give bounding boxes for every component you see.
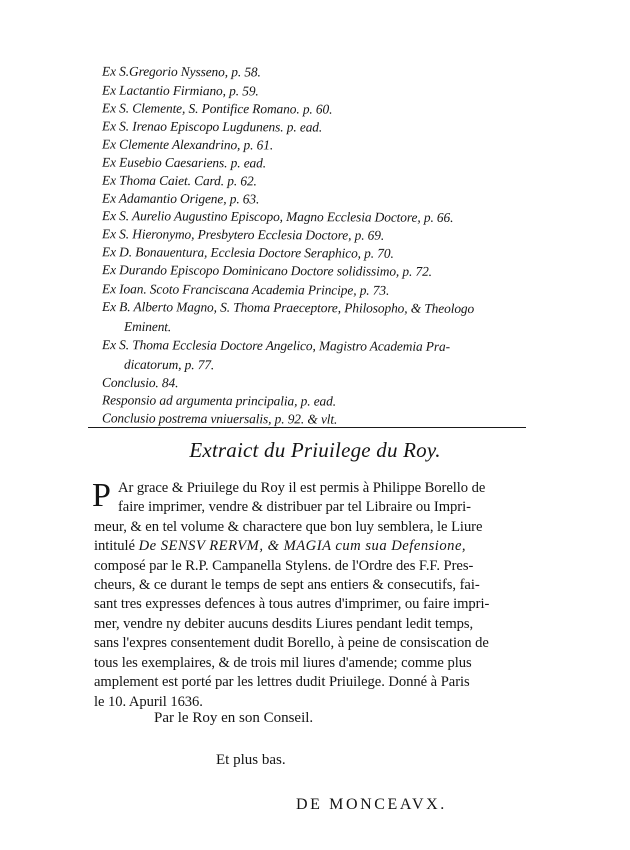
privilege-line: le 10. Apuril 1636. <box>94 694 203 710</box>
section-divider <box>88 427 526 428</box>
toc-entry: Ex B. Alberto Magno, S. Thoma Praeceptore, Philosopho, & Theologo <box>102 299 475 316</box>
signature: DE MONCEAVX. <box>296 796 447 813</box>
privilege-line <box>94 538 466 555</box>
privilege-line: meur, & en tel volume & charactere que bon luy semblera, le Liure <box>94 519 483 535</box>
toc-entry: Ex Durando Episcopo Dominicano Doctore solidissimo, p. 72. <box>102 262 432 279</box>
privilege-line: cheurs, & ce durant le temps de sept ans entiers & consecutifs, fai- <box>94 577 480 593</box>
toc-entry: Conclusio. 84. <box>102 374 179 391</box>
toc-entry: Ex S. Hieronymo, Presbytero Ecclesia Doctore, p. 69. <box>102 226 385 243</box>
toc-entry: Ex S.Gregorio Nysseno, p. 58. <box>102 63 261 80</box>
closing-line: Et plus bas. <box>216 752 286 768</box>
privilege-line: sans l'expres consentement dudit Borello, à peine de consiscation de <box>94 635 489 651</box>
drop-cap: P <box>92 477 111 514</box>
toc-entry: Conclusio postrema vniuersalis, p. 92. & vlt. <box>102 410 338 427</box>
privilege-line: mer, vendre ny debiter aucuns desdits Liures pendant ledit temps, <box>94 616 474 632</box>
privilege-line-lead: intitulé <box>94 538 135 554</box>
toc-entry: Ex S. Thoma Ecclesia Doctore Angelico, Magistro Academia Pra- <box>102 337 450 354</box>
toc-entry-continuation: dicatorum, p. 77. <box>124 356 215 373</box>
toc-entry: Ex Thoma Caiet. Card. p. 62. <box>102 172 257 189</box>
privilege-line: sant tres expresses defences à tous autres d'imprimer, ou faire impri- <box>94 596 490 612</box>
privilege-line: Ar grace & Priuilege du Roy il est permis à Philippe Borello de <box>118 480 486 496</box>
privilege-heading: Extraict du Priuilege du Roy. <box>189 438 441 462</box>
toc-entry: Ex S. Irenao Episcopo Lugdunens. p. ead. <box>102 118 323 135</box>
toc-entry: Ex Adamantio Origene, p. 63. <box>102 190 260 207</box>
privilege-line: tous les exemplaires, & de trois mil liures d'amende; comme plus <box>94 655 472 671</box>
privilege-line: amplement est porté par les lettres dudit Priuilege. Donné à Paris <box>94 674 470 690</box>
toc-entry: Ex Lactantio Firmiano, p. 59. <box>102 82 259 99</box>
toc-entry: Ex D. Bonauentura, Ecclesia Doctore Seraphico, p. 70. <box>102 244 394 261</box>
toc-entry: Responsio ad argumenta principalia, p. ead. <box>102 392 336 409</box>
toc-entry-continuation: Eminent. <box>124 318 172 335</box>
toc-entry: Ex Eusebio Caesariens. p. ead. <box>102 154 266 171</box>
closing-line: Par le Roy en son Conseil. <box>154 710 314 726</box>
privilege-line: faire imprimer, vendre & distribuer par tel Libraire ou Impri- <box>118 499 471 515</box>
toc-entry: Ex Clemente Alexandrino, p. 61. <box>102 136 274 153</box>
privilege-line: composé par le R.P. Campanella Stylens. de l'Ordre des F.F. Pres- <box>94 558 474 574</box>
toc-entry: Ex Ioan. Scoto Franciscana Academia Principe, p. 73. <box>102 281 390 298</box>
book-title: De SENSV RERVM, & MAGIA cum sua Defensione, <box>138 538 467 554</box>
toc-entry: Ex S. Clemente, S. Pontifice Romano. p. 60. <box>102 100 333 117</box>
toc-entry: Ex S. Aurelio Augustino Episcopo, Magno Ecclesia Doctore, p. 66. <box>102 208 454 225</box>
